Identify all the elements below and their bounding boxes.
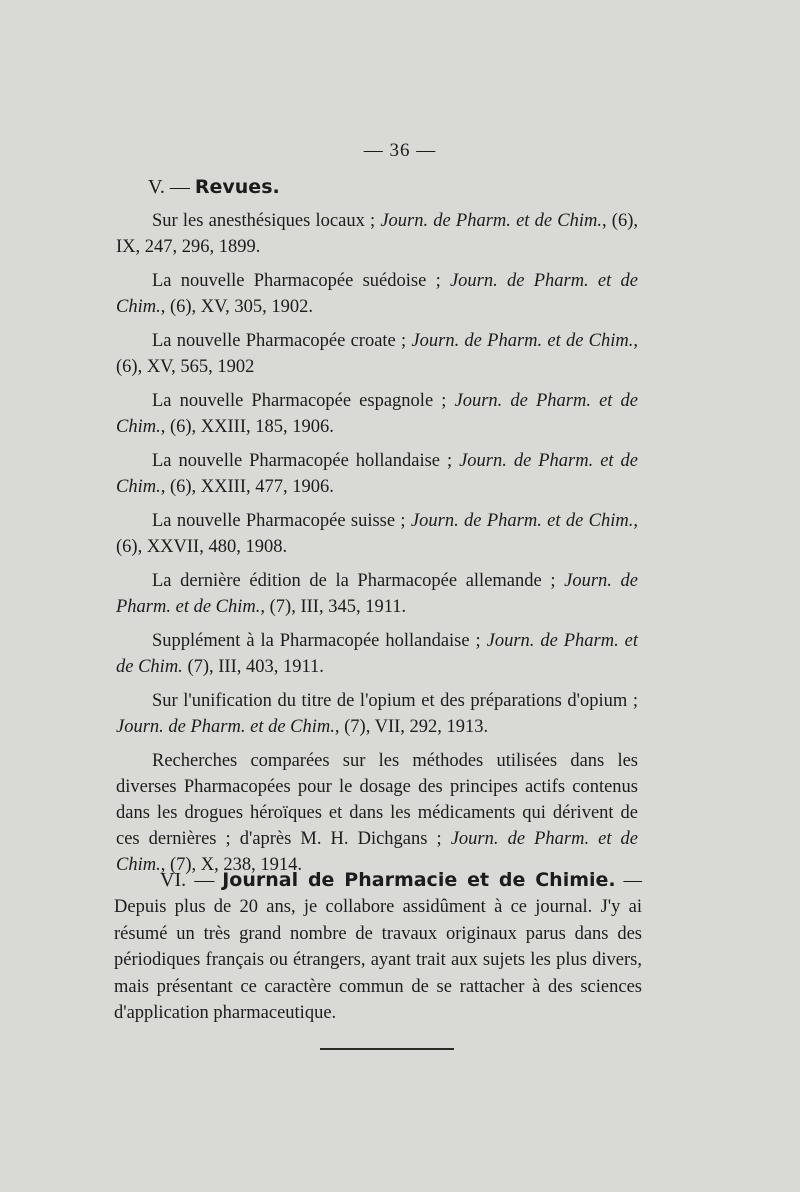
section-title: Journal de Pharmacie et de Chimie. bbox=[222, 868, 616, 891]
journal-name: Journ. de Pharm. et de Chim. bbox=[116, 717, 335, 737]
bibliography-entry: Sur l'unification du titre de l'opium et des préparations d'opium ; Journ. de Pharm. et de Chim., (7), VII, 292, 1913. bbox=[116, 691, 638, 737]
bibliography-entry: La nouvelle Pharmacopée espagnole ; Journ. de Pharm. et de Chim., (6), XXIII, 185, 1906. bbox=[116, 391, 638, 437]
journal-name: Journ. de Pharm. et de Chim. bbox=[411, 331, 634, 351]
journal-name: Journ. de Pharm. et de Chim. bbox=[380, 211, 602, 231]
journal-name: Journ. de Pharm. et de Chim. bbox=[116, 271, 638, 317]
bibliography-entry: La nouvelle Pharmacopée suédoise ; Journ. de Pharm. et de Chim., (6), XV, 305, 1902. bbox=[116, 271, 638, 317]
bibliography-entry: La dernière édition de la Pharmacopée allemande ; Journ. de Pharm. et de Chim., (7), III, 345, 1911. bbox=[116, 571, 638, 617]
section-heading-revues bbox=[148, 176, 280, 199]
end-rule bbox=[320, 1048, 454, 1050]
bibliography-entry: Sur les anesthésiques locaux ; Journ. de Pharm. et de Chim., (6), IX, 247, 296, 1899. bbox=[116, 211, 638, 257]
bibliography-entry: Supplément à la Pharmacopée hollandaise ; Journ. de Pharm. et de Chim. (7), III, 403, 1911. bbox=[116, 631, 638, 677]
journal-name: Journ. de Pharm. et de Chim. bbox=[116, 451, 638, 497]
section-journal-paragraph bbox=[114, 867, 642, 1027]
journal-name: Journ. de Pharm. et de Chim. bbox=[116, 391, 638, 437]
journal-name: Journ. de Pharm. et de Chim. bbox=[116, 571, 638, 617]
journal-name: Journ. de Pharm. et de Chim. bbox=[116, 829, 638, 875]
section-number: V. — bbox=[148, 176, 190, 198]
bibliography-entry: La nouvelle Pharmacopée croate ; Journ. de Pharm. et de Chim.,(6), XV, 565, 1902 bbox=[116, 331, 639, 377]
journal-name: Journ. de Pharm. et de Chim. bbox=[410, 511, 634, 531]
section-body: — Depuis plus de 20 ans, je collabore assidûment à ce journal. J'y ai résumé un très grand nombre de travaux originaux parus dans des périodiques français ou étrangers, ayant trait aux sujets les plus divers, mais présentant ce caractère commun de se rattacher à des sciences d'application pharmaceutique. bbox=[114, 870, 643, 1023]
bibliography-entry: Recherches comparées sur les méthodes utilisées dans les diverses Pharmacopées pour le dosage des principes actifs contenus dans les drogues héroïques et dans les médicaments qui dérivent de ces dernières ; d'après M. H. Dichgans ; Journ. de Pharm. et de Chim., (7), X, 238, 1914. bbox=[116, 751, 638, 875]
section-number: VI. — bbox=[160, 868, 215, 891]
bibliography-entry: La nouvelle Pharmacopée hollandaise ; Journ. de Pharm. et de Chim., (6), XXIII, 477, 1906. bbox=[116, 451, 638, 497]
journal-name: Journ. de Pharm. et de Chim. bbox=[116, 631, 638, 677]
page-number: — 36 — bbox=[363, 140, 437, 161]
bibliography-entry: La nouvelle Pharmacopée suisse ; Journ. de Pharm. et de Chim., (6), XXVII, 480, 1908. bbox=[116, 511, 638, 557]
bibliography-list bbox=[116, 208, 638, 886]
section-title: Revues. bbox=[194, 176, 280, 198]
